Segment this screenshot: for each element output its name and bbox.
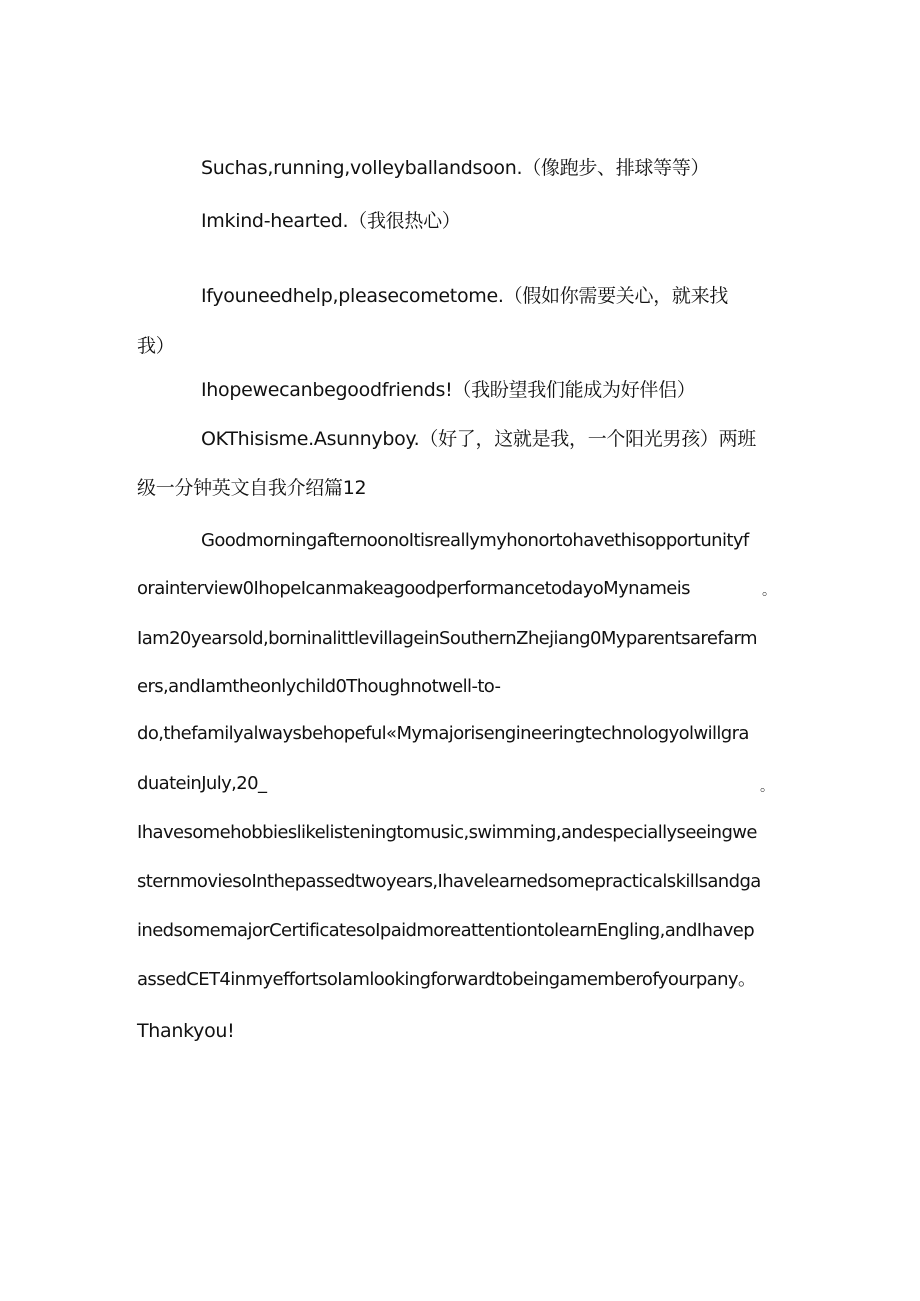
line-only-child: ers,andIamtheonlychild0Thoughnotwell-to- (137, 676, 501, 697)
line-kind-hearted: Imkind-hearted.（我很热心） (201, 210, 461, 232)
period-mark: 。 (762, 583, 776, 599)
line-skills: sternmoviesoInthepassedtwoyears,Ihavelearnedsomepracticalskillsandga (137, 871, 761, 892)
line-good-friends: Ihopewecanbegoodfriends!（我盼望我们能成为好伴侣） (201, 379, 696, 401)
line-sunny-boy: OKThisisme.Asunnyboy.（好了，这就是我，一个阳光男孩）两班 (201, 428, 757, 450)
line-hobbies: Ihavesomehobbieslikelisteningtomusic,swimming,andespeciallyseeingwe (137, 822, 757, 843)
line-thank-you: Thankyou! (137, 1020, 235, 1042)
line-interview: orainterview0IhopeIcanmakeagoodperformancetodayoMynameis (137, 578, 690, 599)
period-mark: 。 (760, 779, 774, 795)
line-if-you-need-help-cont: 我） (137, 335, 175, 357)
line-cet4: assedCET4inmyeffortsoIamlookingforwardtobeingamemberofyourpany。 (137, 969, 756, 990)
line-age-village: Iam20yearsold,borninalittlevillageinSouthernZhejiang0Myparentsarefarm (137, 628, 757, 649)
line-major: do,thefamilyalwaysbehopeful«Mymajorisengineeringtechnologyolwillgra (137, 723, 749, 744)
line-section-heading: 级一分钟英文自我介绍篇12 (137, 477, 367, 499)
line-graduate: duateinJuly,20_ (137, 773, 267, 794)
line-such-as-running: Suchas,running,volleyballandsoon.（像跑步、排球等等） (201, 157, 710, 179)
line-good-morning: GoodmorningafternoonoItisreallymyhonortohavethisopportunityf (201, 530, 749, 551)
line-certificates: inedsomemajorCertificatesoIpaidmoreattentiontolearnEngling,andIhavep (137, 920, 755, 941)
line-if-you-need-help: Ifyouneedhelp,pleasecometome.（假如你需要关心，就来找 (201, 285, 729, 307)
